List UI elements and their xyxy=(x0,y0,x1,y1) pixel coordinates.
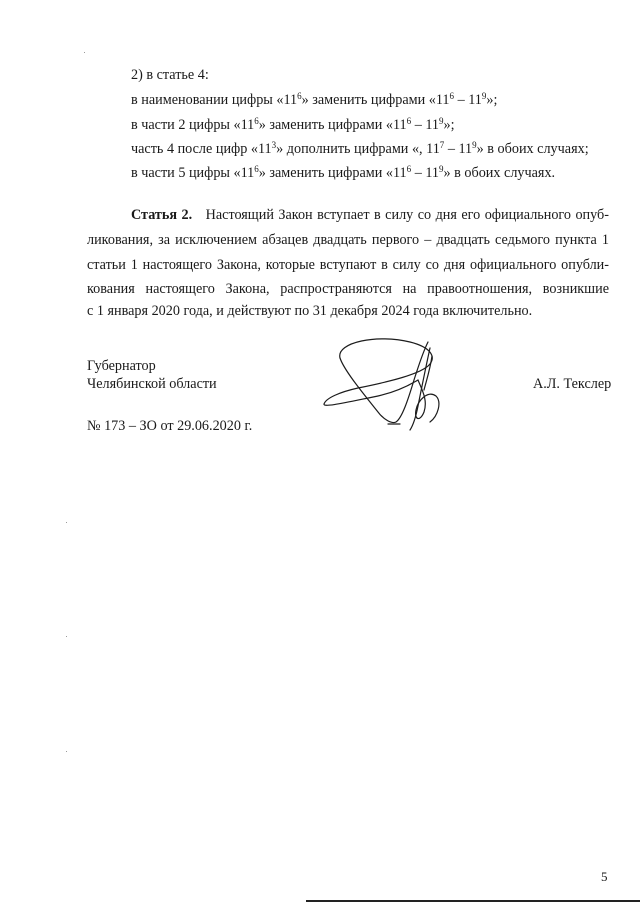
handwritten-signature xyxy=(318,330,458,434)
governor-title-line-2: Челябинской области xyxy=(87,376,217,392)
article2-line-1: Статья 2. Настоящий Закон вступает в силу со дня его официального опуб- xyxy=(131,207,609,223)
governor-name: А.Л. Текслер xyxy=(533,376,612,392)
scan-speck xyxy=(84,52,85,53)
page-number: 5 xyxy=(601,869,608,884)
law-registration-number: № 173 – ЗО от 29.06.2020 г. xyxy=(87,418,253,434)
amendment-line-4: в части 5 цифры «$11^6$» заменить цифрами «$11^6 - 11^9$» в обоих случаях. xyxy=(131,164,556,181)
article2-label: Статья 2. xyxy=(131,207,193,223)
governor-title-line-1: Губернатор xyxy=(87,358,156,374)
scan-speck xyxy=(66,522,67,523)
amendment-line-2: в части 2 цифры «$11^6$» заменить цифрами «$11^6 - 11^9$»; xyxy=(131,116,455,133)
scan-speck xyxy=(66,636,67,637)
article2-line-4: кования настоящего Закона, распространяются на правоотношения, возникшие xyxy=(87,281,609,297)
article2-line-3: статьи 1 настоящего Закона, которые вступают в силу со дня официального опубли- xyxy=(87,257,609,273)
article2-line-5: с 1 января 2020 года, и действуют по 31 декабря 2024 года включительно. xyxy=(87,303,533,319)
amendment-line-1: в наименовании цифры «$11^6$» заменить цифрами «$11^6 - 11^9$»; xyxy=(131,91,498,108)
amendment-line-3: часть 4 после цифр «$11^3$» дополнить цифрами «, $11^7 - 11^9$» в обоих случаях; xyxy=(131,140,589,157)
amendment-heading: 2) в статье 4: xyxy=(131,67,209,83)
article2-line-2: ликования, за исключением абзацев двадцать первого – двадцать седьмого пункта 1 xyxy=(87,232,609,248)
scan-speck xyxy=(66,751,67,752)
scan-edge-line xyxy=(306,900,640,902)
